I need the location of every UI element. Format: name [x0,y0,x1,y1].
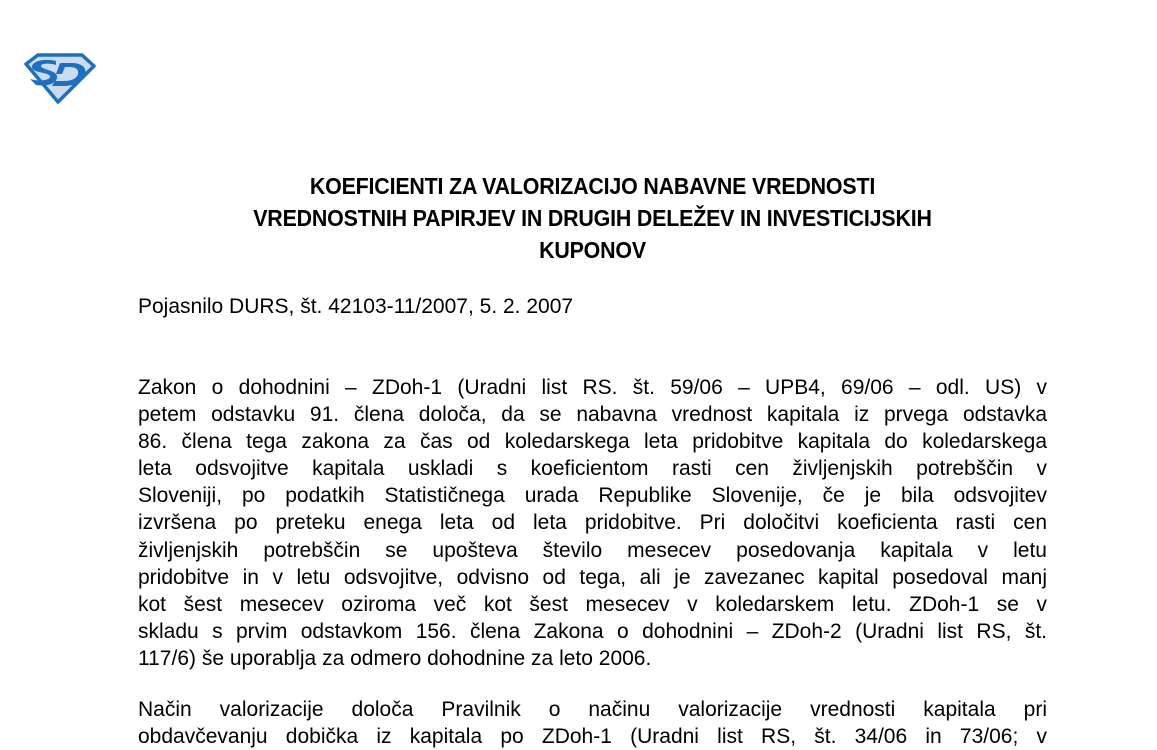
paragraph-line: izvršena po preteku enega leta od leta pridobitve. Pri določitvi koeficienta rasti cen [138,511,1047,535]
paragraph-line: življenjskih potrebščin se upošteva število mesecev posedovanja kapitala v letu [138,538,1047,562]
paragraph-line: obdavčevanju dobička iz kapitala po ZDoh-1 (Uradni list RS, št. 34/06 in 73/06; v [138,725,1047,749]
paragraph-line: 86. člena tega zakona za čas od koledarskega leta pridobitve kapitala do koledarskega [138,430,1047,454]
title-line: KUPONOV [539,237,646,263]
document-reference: Pojasnilo DURS, št. 42103-11/2007, 5. 2. 2007 [138,295,574,318]
paragraph-line: Zakon o dohodnini – ZDoh-1 (Uradni list RS. št. 59/06 – UPB4, 69/06 – odl. US) v [138,376,1047,399]
paragraph-line: 117/6) še uporablja za odmero dohodnine za leto 2006. [138,646,652,670]
document-title [134,170,1050,266]
paragraph-line: skladu s prvim odstavkom 156. člena Zakona o dohodnini – ZDoh-2 (Uradni list RS, št. [138,619,1047,643]
title-line: KOEFICIENTI ZA VALORIZACIJO NABAVNE VREDNOSTI [309,173,876,199]
body-paragraph [138,696,1047,750]
title-line: VREDNOSTNIH PAPIRJEV IN DRUGIH DELEŽEV IN INVESTICIJSKIH [253,205,932,231]
paragraph-line: Sloveniji, po podatkih Statističnega urada Republike Slovenije, če je bila odsvojitev [138,484,1047,508]
paragraph-line: pridobitve in v letu odsvojitve, odvisno od tega, ali je zavezanec kapital posedoval manj [138,565,1047,589]
paragraph-line: kot šest mesecev oziroma več kot šest mesecev v koledarskem letu. ZDoh-1 se v [138,592,1047,616]
paragraph-line: leta odsvojitve kapitala uskladi s koeficientom rasti cen življenjskih potrebščin v [138,457,1047,481]
paragraph-line: Način valorizacije določa Pravilnik o načinu valorizacije vrednosti kapitala pri [138,698,1047,721]
company-logo [22,52,96,104]
body-paragraph [138,374,1047,672]
paragraph-line: petem odstavku 91. člena določa, da se nabavna vrednost kapitala iz prvega odstavka [138,403,1047,427]
